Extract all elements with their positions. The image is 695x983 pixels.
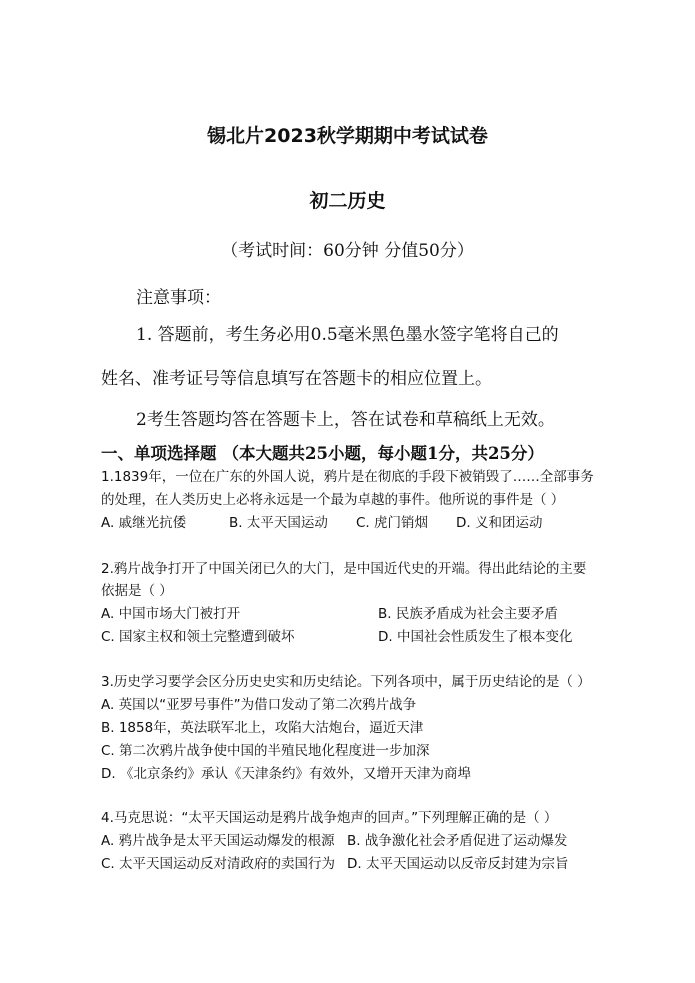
subject-title: 初二历史 — [309, 190, 386, 212]
question-4-stem: 4.马克思说：“太平天国运动是鸦片战争炮声的回声。”下列理解正确的是（ ） — [101, 810, 558, 826]
section-heading — [101, 440, 544, 464]
question-3-option-d: D. 《北京条约》承认《天津条约》有效外，又增开天津为商埠 — [101, 766, 471, 782]
question-2-stem-line-1: 2.鸦片战争打开了中国关闭已久的大门，是中国近代史的开端。得出此结论的主要 — [101, 561, 587, 577]
question-3-option-c: C. 第二次鸦片战争使中国的半殖民地化程度进一步加深 — [101, 743, 430, 759]
notes-heading: 注意事项： — [136, 288, 221, 308]
question-2-stem-line-2: 依据是（ ） — [101, 583, 173, 599]
question-4-option-d: D. 太平天国运动以反帝反封建为宗旨 — [347, 856, 569, 872]
question-2-option-d: D. 中国社会性质发生了根本变化 — [378, 629, 573, 645]
section-subtitle: （本大题共25小题，每小题1分，共25分） — [222, 444, 544, 463]
question-1-stem-line-1: 1.1839年，一位在广东的外国人说，鸦片是在彻底的手段下被销毁了……全部事务 — [101, 469, 594, 485]
question-2-option-a: A. 中国市场大门被打开 — [101, 606, 241, 622]
question-1-option-d: D. 义和团运动 — [456, 515, 543, 531]
question-1-stem-line-2: 的处理，在人类历史上必将永远是一个最为卓越的事件。他所说的事件是（ ） — [101, 492, 565, 508]
question-2-option-c: C. 国家主权和领土完整遭到破坏 — [101, 629, 295, 645]
question-1-option-a: A. 戚继光抗倭 — [101, 515, 187, 531]
question-4-option-b: B. 战争激化社会矛盾促进了运动爆发 — [347, 833, 568, 849]
question-4-option-c: C. 太平天国运动反对清政府的卖国行为 — [101, 856, 336, 872]
question-3-option-a: A. 英国以“亚罗号事件”为借口发动了第二次鸦片战争 — [101, 697, 417, 713]
section-title: 一、单项选择题 — [101, 444, 217, 463]
question-1-option-c: C. 虎门销烟 — [356, 515, 429, 531]
question-3-stem: 3.历史学习要学会区分历史史实和历史结论。下列各项中，属于历史结论的是（ ） — [101, 674, 591, 690]
note-item-1-line-2: 姓名、准考证号等信息填写在答题卡的相应位置上。 — [101, 369, 492, 389]
question-1-option-b: B. 太平天国运动 — [229, 515, 328, 531]
note-item-1-line-1: 1. 答题前，考生务必用0.5毫米黑色墨水签字笔将自己的 — [136, 325, 559, 345]
exam-title: 锡北片2023秋学期期中考试试卷 — [207, 125, 488, 147]
exam-info: （考试时间：60分钟 分值50分） — [221, 241, 474, 261]
question-3-option-b: B. 1858年，英法联军北上，攻陷大沽炮台，逼近天津 — [101, 720, 424, 736]
note-item-2: 2考生答题均答在答题卡上，答在试卷和草稿纸上无效。 — [136, 410, 555, 430]
question-2-option-b: B. 民族矛盾成为社会主要矛盾 — [378, 606, 558, 622]
question-4-option-a: A. 鸦片战争是太平天国运动爆发的根源 — [101, 833, 335, 849]
